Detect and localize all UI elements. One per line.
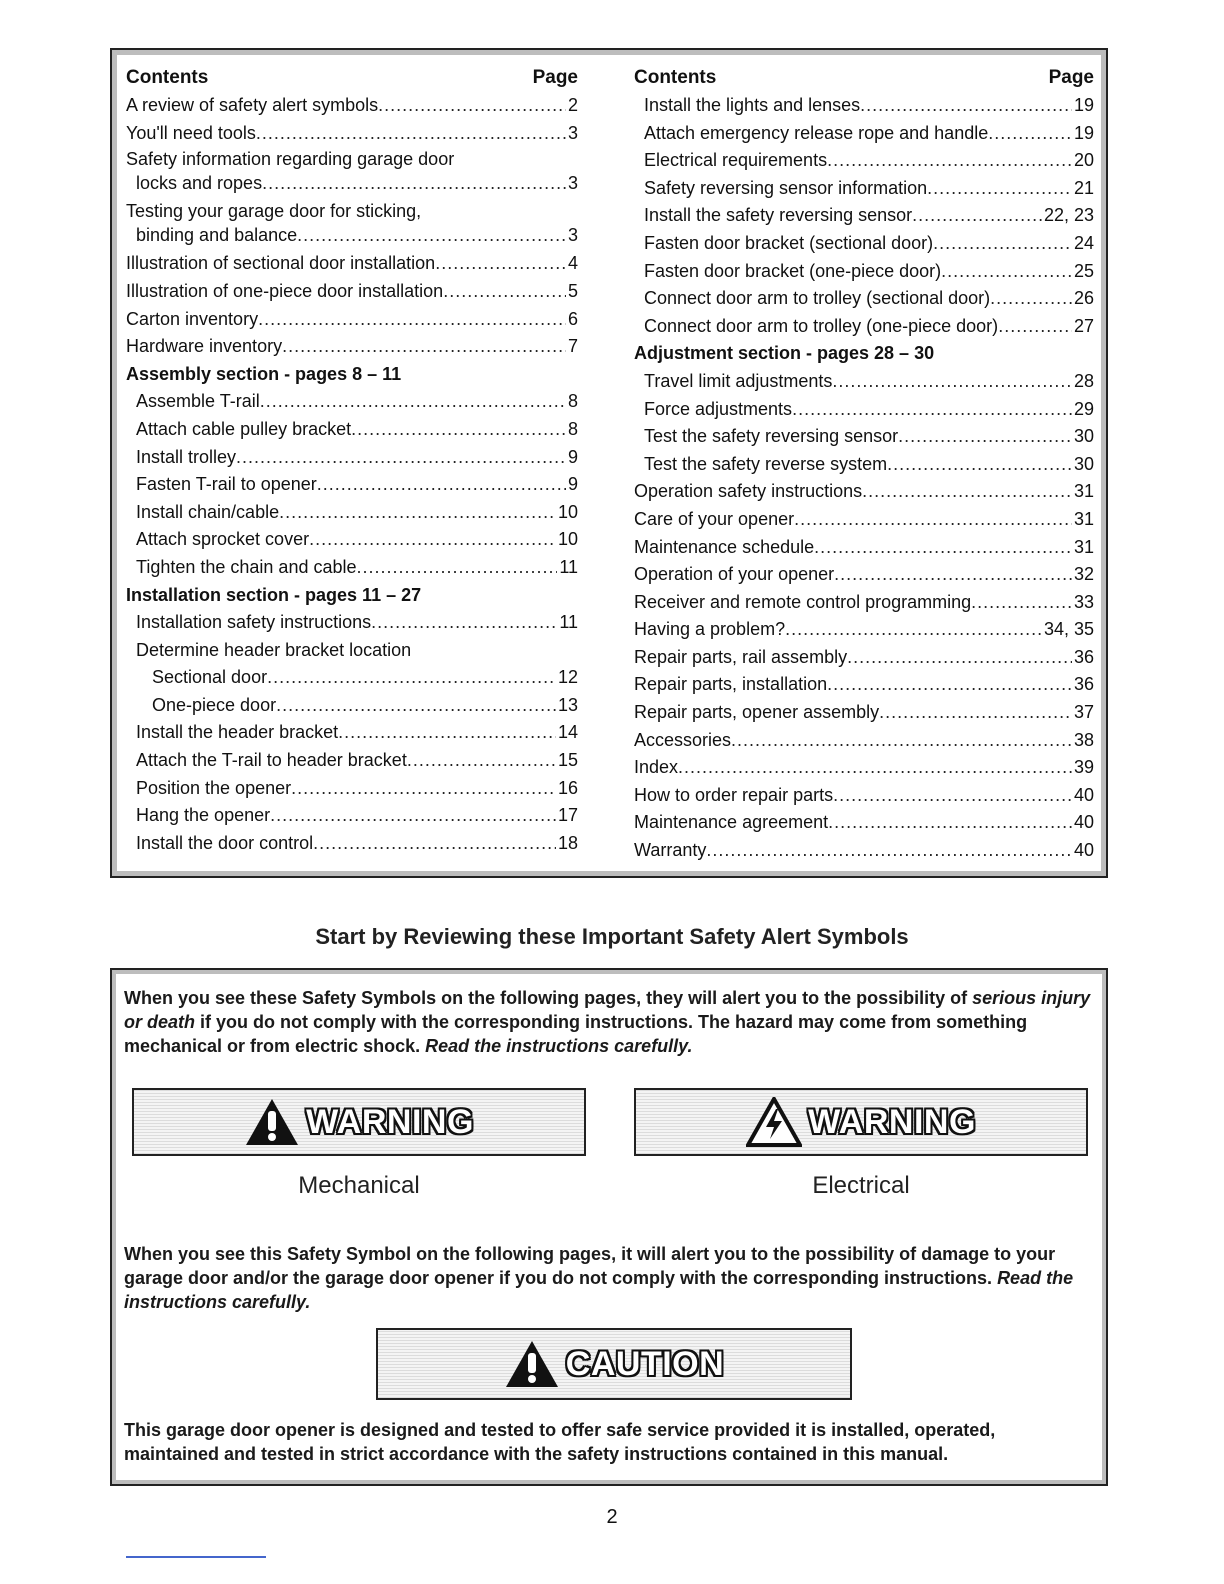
toc-entry: Install trolley ..... 9 [126,444,578,472]
toc-entry: A review of safety alert symbols ..... 2 [126,92,578,120]
toc-entry: Maintenance schedule ..... 31 [634,534,1094,562]
toc-entry: Connect door arm to trolley (sectional door) ..... 26 [634,285,1094,313]
page-number: 2 [606,1506,618,1528]
toc-entry: Test the safety reverse system ..... 30 [634,451,1094,479]
toc-entry-line: Safety information regarding garage door [126,149,455,170]
toc-entry: Attach cable pulley bracket ..... 8 [126,416,578,444]
toc-header [634,64,1094,92]
toc-entry: Assemble T-rail ..... 8 [126,388,578,416]
toc-entry: One-piece door ..... 13 [126,692,578,720]
warning-word: WARNING [808,1102,976,1141]
toc-entry: Fasten door bracket (one-piece door) ..... 25 [634,258,1094,286]
electrical-warning-icon [746,1097,802,1147]
electrical-label: Electrical [812,1172,910,1199]
toc-header [126,64,578,92]
toc-entry: Force adjustments ..... 29 [634,396,1094,424]
toc-section-heading-installation: Installation section - pages 11 – 27 [126,584,422,605]
toc-entry: Installation safety instructions ..... 11 [126,609,578,637]
toc-entry: Maintenance agreement ..... 40 [634,809,1094,837]
toc-entry: Illustration of one-piece door installation ..... 5 [126,278,578,306]
toc-entry: Attach the T-rail to header bracket ..... 15 [126,747,578,775]
toc-header-title: Contents [634,67,717,88]
toc-entry: You'll need tools ..... 3 [126,120,578,148]
toc-entry: Carton inventory ..... 6 [126,306,578,334]
toc-entry: Install the safety reversing sensor ..... 22, 23 [634,202,1094,230]
toc-entry: Electrical requirements ..... 20 [634,147,1094,175]
toc-entry: Attach emergency release rope and handle ..... 19 [634,120,1094,148]
toc-entry: Repair parts, rail assembly ..... 36 [634,644,1094,672]
safety-heading: Start by Reviewing these Important Safety Alert Symbols [315,924,909,949]
toc-entry: Tighten the chain and cable ..... 11 [126,554,578,582]
safety-symbols-box [110,968,1108,1486]
toc-entry: Attach sprocket cover ..... 10 [126,526,578,554]
toc-entry: Repair parts, opener assembly ..... 37 [634,699,1094,727]
toc-entry: Install the lights and lenses ..... 19 [634,92,1094,120]
toc-entry: Travel limit adjustments ..... 28 [634,368,1094,396]
toc-entry: Sectional door ..... 12 [126,664,578,692]
toc-entry: Warranty ..... 40 [634,837,1094,865]
toc-entry-multiline: Testing your garage door for sticking, binding and balance ..... 3 [126,199,578,247]
toc-entry: Position the opener ..... 16 [126,775,578,803]
toc-entry-multiline: Safety information regarding garage door locks and ropes ..... 3 [126,147,578,195]
toc-entry: Operation of your opener ..... 32 [634,561,1094,589]
warning-mechanical-banner [132,1088,586,1156]
warning-word: WARNING [306,1102,474,1141]
toc-entry: Operation safety instructions ..... 31 [634,478,1094,506]
toc-left-column [126,64,578,857]
toc-header-page: Page [532,67,578,88]
table-of-contents [110,48,1108,878]
toc-entry: Hang the opener ..... 17 [126,802,578,830]
footer-rule [126,1556,266,1558]
toc-header-title: Contents [126,67,209,88]
toc-entry: Fasten door bracket (sectional door) ..... 24 [634,230,1094,258]
toc-header-page: Page [1048,67,1094,88]
toc-entry: Repair parts, installation ..... 36 [634,671,1094,699]
toc-entry: Safety reversing sensor information ..... 21 [634,175,1094,203]
toc-entry-line: Testing your garage door for sticking, [126,200,422,221]
caution-intro-paragraph: When you see this Safety Symbol on the following pages, it will alert you to the possibility of damage to your garage door and/or the garage door opener if you do not comply with the corresponding instructions. Read the instructions carefully. [124,1244,1074,1312]
caution-alert-icon [504,1339,560,1389]
caution-banner [376,1328,852,1400]
toc-section-heading-adjustment: Adjustment section - pages 28 – 30 [634,343,935,364]
toc-entry: How to order repair parts ..... 40 [634,782,1094,810]
toc-entry: Test the safety reversing sensor ..... 30 [634,423,1094,451]
toc-entry: Illustration of sectional door installation ..... 4 [126,250,578,278]
mechanical-warning-icon [244,1097,300,1147]
toc-entry: Hardware inventory ..... 7 [126,333,578,361]
toc-entry: Fasten T-rail to opener ..... 9 [126,471,578,499]
toc-entry: Index ..... 39 [634,754,1094,782]
toc-entry: Install chain/cable ..... 10 [126,499,578,527]
toc-right-column [634,64,1094,865]
toc-entry: Install the door control ..... 18 [126,830,578,858]
toc-subheading: Determine header bracket location [136,639,412,660]
toc-entry: Install the header bracket ..... 14 [126,719,578,747]
toc-entry: Connect door arm to trolley (one-piece door) ..... 27 [634,313,1094,341]
toc-entry: Receiver and remote control programming ..... 33 [634,589,1094,617]
closing-statement: This garage door opener is designed and tested to offer safe service provided it is installed, operated, maintained and tested in strict accordance with the safety instructions contained in this manual. [124,1420,996,1464]
toc-entry: Care of your opener ..... 31 [634,506,1094,534]
safety-intro-paragraph: When you see these Safety Symbols on the following pages, they will alert you to the possibility of serious injury or death if you do not comply with the corresponding instructions. The hazard may come from something mechanical or from electric shock. Read the instructions carefully. [124,988,1091,1056]
mechanical-label: Mechanical [298,1172,420,1199]
toc-entry: Having a problem? ..... 34, 35 [634,616,1094,644]
toc-entry: Accessories ..... 38 [634,727,1094,755]
warning-electrical-banner [634,1088,1088,1156]
caution-word: CAUTION [565,1344,725,1383]
toc-section-heading-assembly: Assembly section - pages 8 – 11 [126,363,402,384]
